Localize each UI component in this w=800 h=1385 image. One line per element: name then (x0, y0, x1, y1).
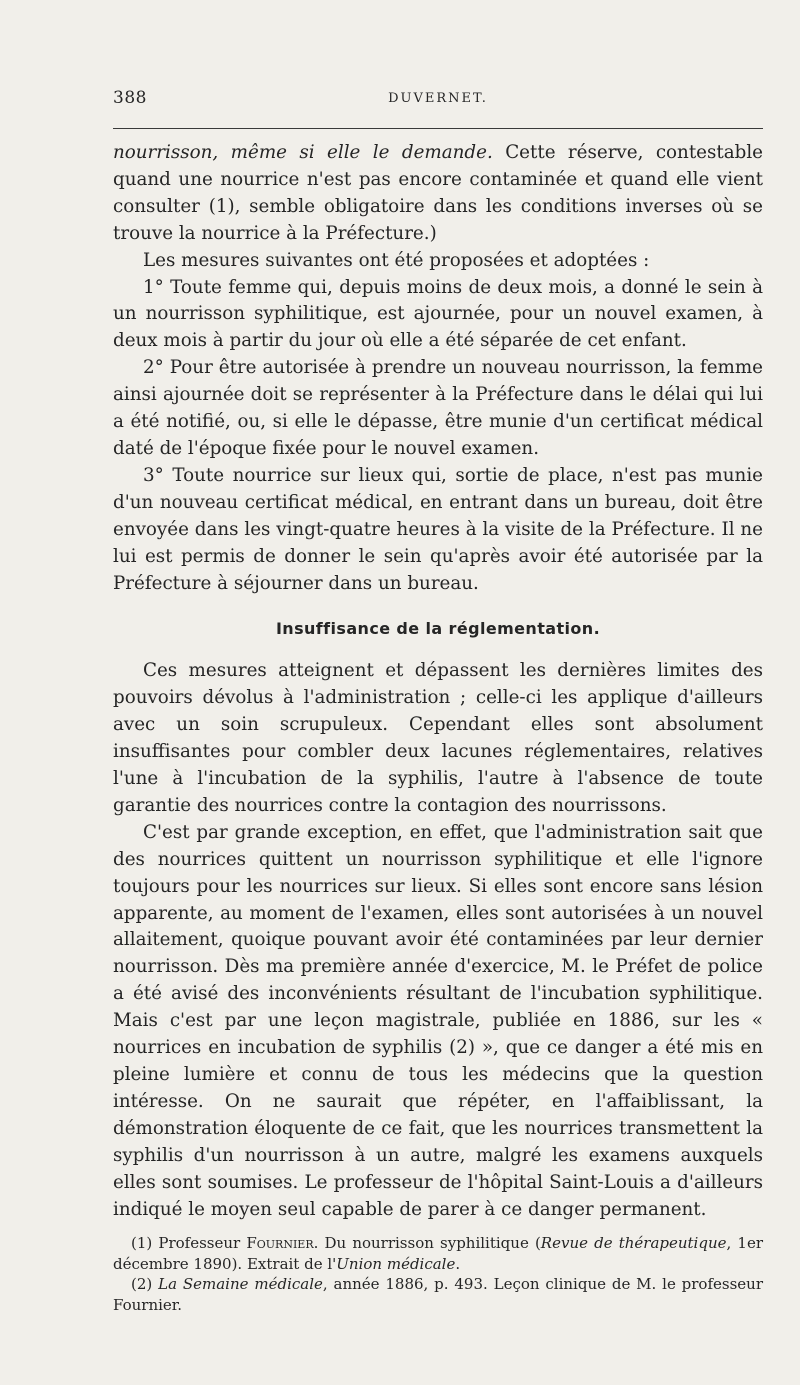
paragraph: C'est par grande exception, en effet, que l'administration sait que des nourrices quittent un nourrisson syphilitique et elle l'ignore toujours pour les nourrices sur lieux. Si elles sont encore sans lésion apparente, au moment de l'examen, elles sont autorisées à un nouvel allaitement, quoique pouvant avoir été contaminées par leur dernier nourrisson. Dès ma première année d'exercice, M. le Préfet de police a été avisé des inconvénients résultant de l'incubation syphilitique. Mais c'est par une leçon magistrale, publiée en 1886, sur les « nourrices en incubation de syphilis (2) », que ce danger a été mis en pleine lumière et connu de tous les médecins que la question intéresse. On ne saurait que répéter, en l'affaiblissant, la démonstration éloquente de ce fait, que les nourrices transmettent la syphilis d'un nourrisson à un autre, malgré les examens auxquels elles sont soumises. Le professeur de l'hôpital Saint-Louis a d'ailleurs indiqué le moyen seul capable de parer à ce danger permanent. (113, 821, 763, 1220)
journal-title: Union médicale (336, 1254, 456, 1273)
journal-title: Revue de thérapeutique (540, 1234, 727, 1253)
footnotes (113, 1233, 763, 1315)
paragraph: Les mesures suivantes ont été proposées et adoptées : (143, 249, 650, 271)
footnote-1 (113, 1233, 763, 1274)
paragraph-text: Cette réserve, contestable quand une nourrice n'est pas encore contaminée et quand elle vient consulter (1), semble obligatoire dans les conditions inverses où se trouve la nourrice à la Préfecture.) (113, 142, 763, 244)
body-text (113, 140, 763, 1315)
footnote-2 (113, 1274, 763, 1315)
paragraph: 3° Toute nourrice sur lieux qui, sortie de place, n'est pas munie d'un nouveau certificat médical, en entrant dans un bureau, doit être envoyée dans les vingt-quatre heures à la visite de la Préfecture. Il ne lui est permis de donner le sein qu'après avoir été autorisée par la Préfecture à séjourner dans un bureau. (113, 464, 763, 594)
paragraph (113, 140, 763, 248)
author-name: Fournier (246, 1234, 314, 1253)
page-number: 388 (113, 88, 147, 108)
paragraph: Ces mesures atteignent et dépassent les dernières limites des pouvoirs dévolus à l'administration ; celle-ci les applique d'ailleurs avec un soin scrupuleux. Cependant elles sont absolument insuffisantes pour combler deux lacunes réglementaires, relatives l'une à l'incubation de la syphilis, l'autre à l'absence de toute garantie des nourrices contre la contagion des nourrissons. (113, 660, 763, 816)
footnote-text: , année 1886, p. 493. Leçon clinique de M. le professeur Fournier. (113, 1275, 764, 1314)
footnote-text: . (455, 1254, 461, 1273)
header-rule (113, 128, 763, 129)
footnote-text: , 1er décembre 1890). Extrait de l' (113, 1234, 763, 1273)
paragraph: 1° Toute femme qui, depuis moins de deux mois, a donné le sein à un nourrisson syphilitique, est ajournée, pour un nouvel examen, à deux mois à partir du jour où elle a été séparée de cet enfant. (113, 276, 763, 352)
footnote-text: . Du nourrisson syphilitique ( (313, 1234, 541, 1253)
running-head: DUVERNET. (388, 91, 488, 106)
journal-title: La Semaine médicale (158, 1275, 323, 1294)
section-heading: Insuffisance de la réglementation. (275, 619, 601, 639)
italic-phrase: nourrisson, même si elle le demande. (113, 142, 493, 163)
footnote-text: (2) (131, 1275, 159, 1294)
page-header (113, 88, 763, 110)
paragraph: 2° Pour être autorisée à prendre un nouveau nourrisson, la femme ainsi ajournée doit se représenter à la Préfecture dans le délai qui lui a été notifié, ou, si elle le dépasse, être munie d'un certificat médical daté de l'époque fixée pour le nouvel examen. (113, 357, 763, 459)
footnote-text: (1) Professeur (131, 1234, 247, 1253)
